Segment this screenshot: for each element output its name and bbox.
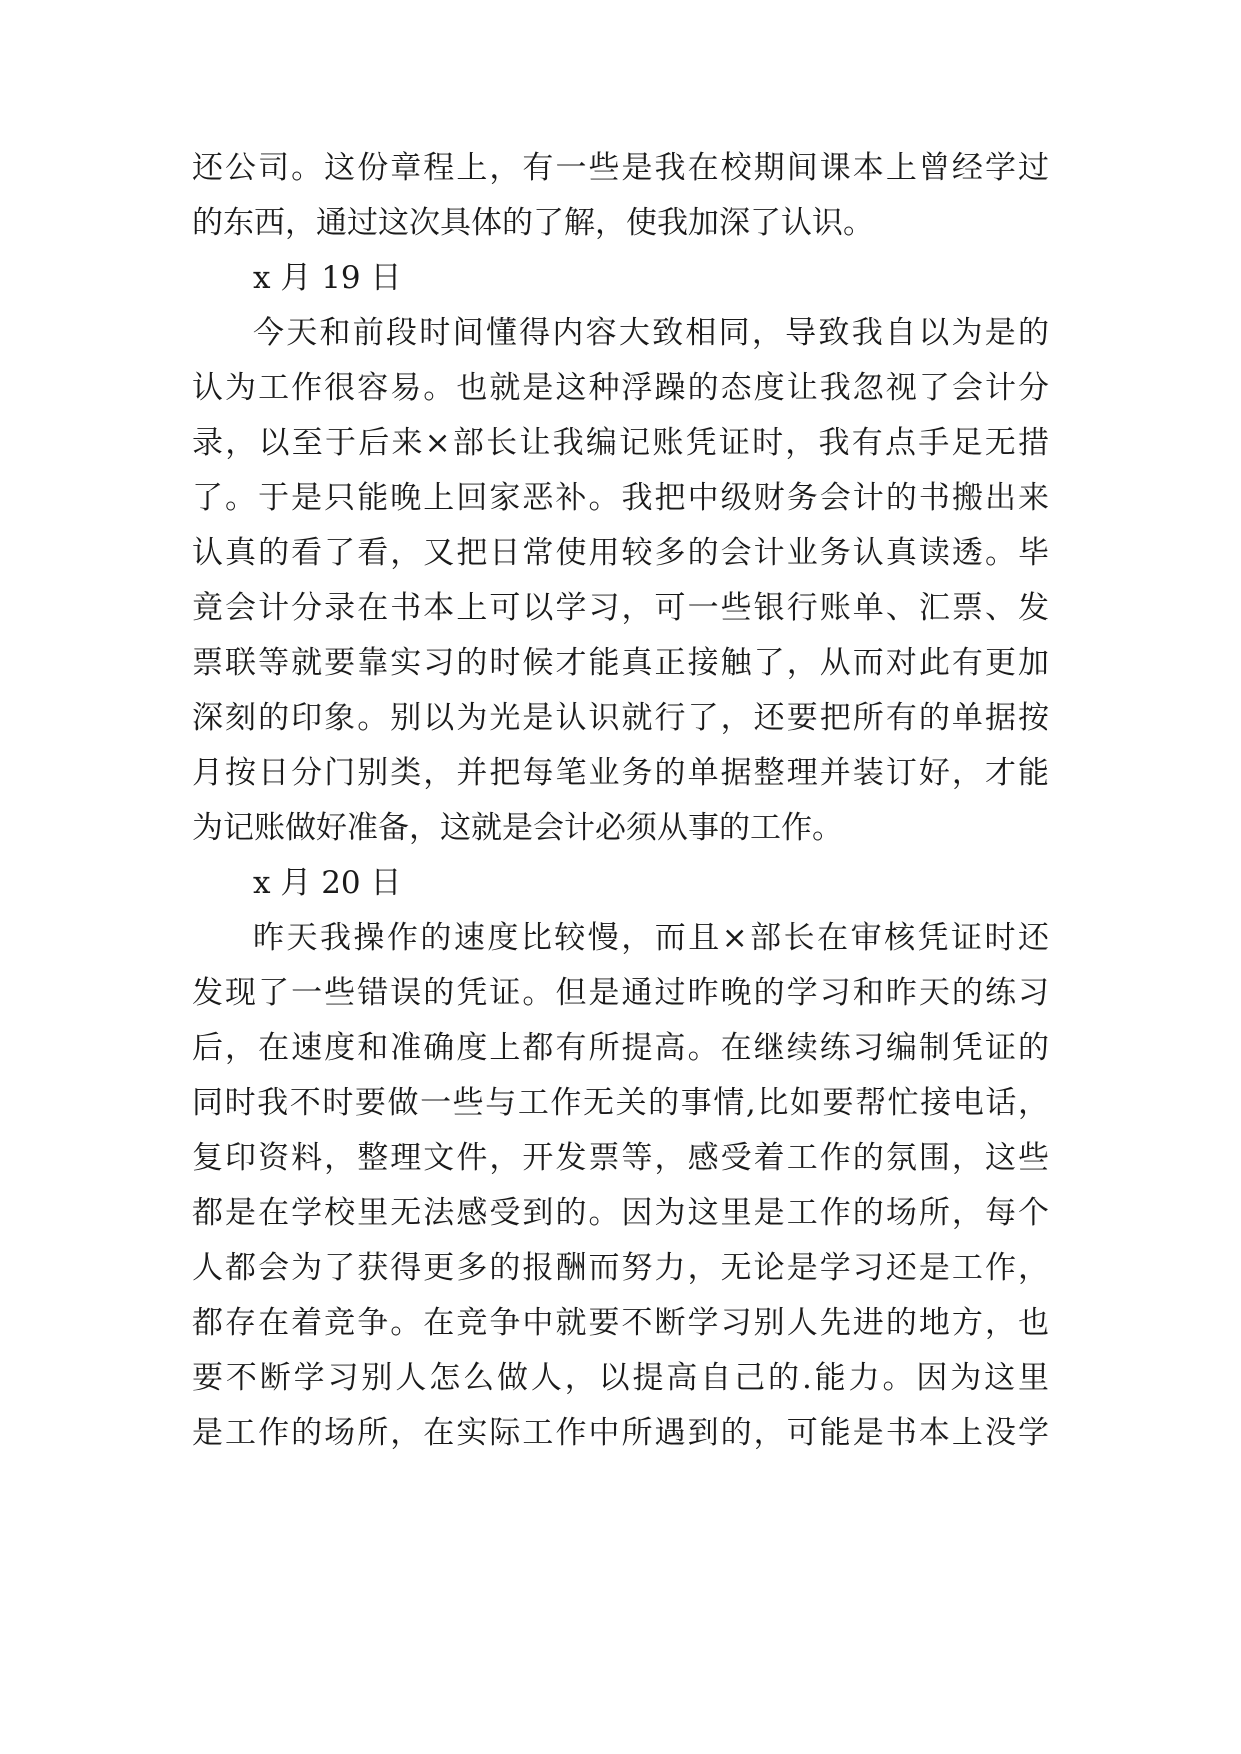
text-line: 月按日分门别类，并把每笔业务的单据整理并装订好，才能 [192, 755, 1049, 791]
text-line: 复印资料，整理文件，开发票等，感受着工作的氛围，这些 [192, 1140, 1049, 1176]
date-heading: x 月 19 日 [253, 260, 402, 296]
date-heading: x 月 20 日 [253, 865, 402, 901]
text-line: 深刻的印象。别以为光是认识就行了，还要把所有的单据按 [192, 700, 1049, 736]
text-line: 为记账做好准备，这就是会计必须从事的工作。 [192, 810, 843, 846]
text-line: 同时我不时要做一些与工作无关的事情,比如要帮忙接电话， [192, 1085, 1049, 1121]
text-line: 后，在速度和准确度上都有所提高。在继续练习编制凭证的 [192, 1030, 1049, 1066]
text-line: 的东西，通过这次具体的了解，使我加深了认识。 [192, 205, 874, 241]
paragraph-first-line: 今天和前段时间懂得内容大致相同，导致我自以为是的 [253, 315, 1049, 351]
paragraph-first-line: 昨天我操作的速度比较慢，而且×部长在审核凭证时还 [253, 920, 1049, 956]
text-line: 了。于是只能晚上回家恶补。我把中级财务会计的书搬出来 [192, 480, 1049, 516]
text-line: 要不断学习别人怎么做人，以提高自己的.能力。因为这里 [192, 1360, 1049, 1396]
text-line: 竟会计分录在书本上可以学习，可一些银行账单、汇票、发 [192, 590, 1049, 626]
text-line: 认真的看了看，又把日常使用较多的会计业务认真读透。毕 [192, 535, 1049, 571]
text-line: 都是在学校里无法感受到的。因为这里是工作的场所，每个 [192, 1195, 1049, 1231]
text-line: 认为工作很容易。也就是这种浮躁的态度让我忽视了会计分 [192, 370, 1049, 406]
text-line: 都存在着竞争。在竞争中就要不断学习别人先进的地方，也 [192, 1305, 1049, 1341]
text-line: 还公司。这份章程上，有一些是我在校期间课本上曾经学过 [192, 150, 1049, 186]
text-line: 人都会为了获得更多的报酬而努力，无论是学习还是工作， [192, 1250, 1049, 1286]
text-line: 票联等就要靠实习的时候才能真正接触了，从而对此有更加 [192, 645, 1049, 681]
text-line: 录，以至于后来×部长让我编记账凭证时，我有点手足无措 [192, 425, 1049, 461]
text-line: 发现了一些错误的凭证。但是通过昨晚的学习和昨天的练习 [192, 975, 1049, 1011]
text-line: 是工作的场所，在实际工作中所遇到的，可能是书本上没学 [192, 1415, 1049, 1451]
